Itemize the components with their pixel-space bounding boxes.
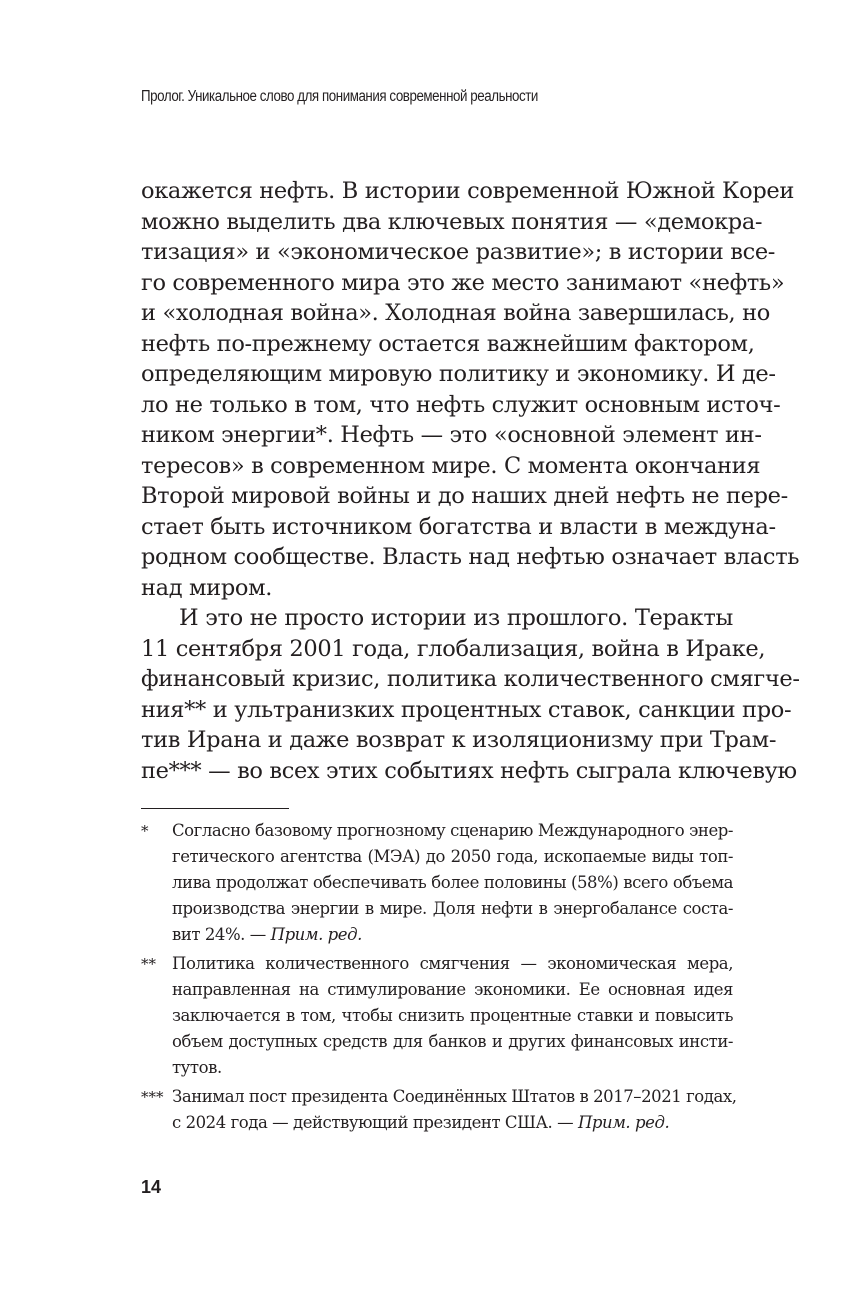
footnote-line (172, 1110, 733, 1136)
footnote-3 (141, 1084, 737, 1136)
footnotes (141, 818, 737, 1139)
footnote-1 (141, 818, 733, 948)
paragraph (141, 603, 800, 786)
footnote-line: Занимал пост президента Соединённых Штатов в 2017–2021 годах, (172, 1087, 737, 1106)
text-line: ло не только в том, что нефть служит основным источ- (141, 391, 781, 418)
running-head: Пролог. Уникальное слово для понимания современной реальности (141, 88, 538, 105)
footnote-text: вит 24%. — (172, 925, 271, 944)
text-line: стает быть источником богатства и власти в междуна- (141, 513, 776, 540)
footnote-marker: *** (141, 1088, 164, 1106)
text-line: го современного мира это же место занимают «нефть» (141, 269, 785, 296)
footnote-line: направленная на стимулирование экономики. Ее основная идея (172, 980, 733, 999)
footnote-line: объем доступных средств для банков и других финансовых инсти- (172, 1032, 733, 1051)
text-line: нефть по-прежнему остается важнейшим фактором, (141, 330, 755, 357)
footnote-line (172, 922, 733, 948)
text-line: окажется нефть. В истории современной Южной Кореи (141, 178, 794, 204)
text-line: определяющим мировую политику и экономику. И де- (141, 361, 776, 387)
editor-note: Прим. ред. (270, 925, 362, 944)
editor-note: Прим. ред. (577, 1113, 670, 1132)
text-line: тересов» в современном мире. С момента окончания (141, 452, 761, 479)
footnote-marker: ** (141, 955, 156, 973)
text-line: ния** и ультранизких процентных ставок, санкции про- (141, 696, 792, 723)
text-line: Второй мировой войны и до наших дней нефть не пере- (141, 483, 788, 509)
text-line: тизация» и «экономическое развитие»; в истории все- (141, 239, 776, 265)
main-text (141, 176, 800, 786)
page-number: 14 (141, 1177, 162, 1197)
footnote-line: производства энергии в мире. Доля нефти в энергобалансе соста- (172, 899, 733, 918)
text-line: можно выделить два ключевых понятия — «демокра- (141, 208, 763, 235)
footnote-text: с 2024 года — действующий президент США. — (172, 1113, 578, 1132)
text-line: пе*** — во всех этих событиях нефть сыграла ключевую (141, 757, 797, 784)
footnote-marker: * (141, 822, 149, 840)
footnote-2 (141, 951, 733, 1081)
footnote-line: гетического агентства (МЭА) до 2050 года, ископаемые виды топ- (172, 847, 733, 866)
text-line: тив Ирана и даже возврат к изоляционизму при Трам- (141, 727, 777, 753)
paragraph (141, 176, 800, 603)
text-line: 11 сентября 2001 года, глобализация, война в Ираке, (141, 635, 766, 662)
footnote-divider (141, 808, 289, 809)
footnote-line: Согласно базовому прогнозному сценарию Международного энер- (172, 821, 733, 840)
text-line: И это не просто истории из прошлого. Теракты (179, 605, 733, 631)
footnote-line: тутов. (172, 1058, 222, 1077)
text-line: и «холодная война». Холодная война завершилась, но (141, 300, 770, 326)
footnote-line: заключается в том, чтобы снизить процентные ставки и повысить (172, 1006, 733, 1025)
text-line: родном сообществе. Власть над нефтью означает власть (141, 544, 800, 570)
footnote-line: лива продолжат обеспечивать более половины (58%) всего объема (172, 873, 733, 892)
text-line: финансовый кризис, политика количественного смягче- (141, 666, 800, 692)
text-line: над миром. (141, 574, 273, 601)
footnote-line: Политика количественного смягчения — экономическая мера, (172, 954, 733, 973)
text-line: ником энергии*. Нефть — это «основной элемент ин- (141, 422, 762, 448)
